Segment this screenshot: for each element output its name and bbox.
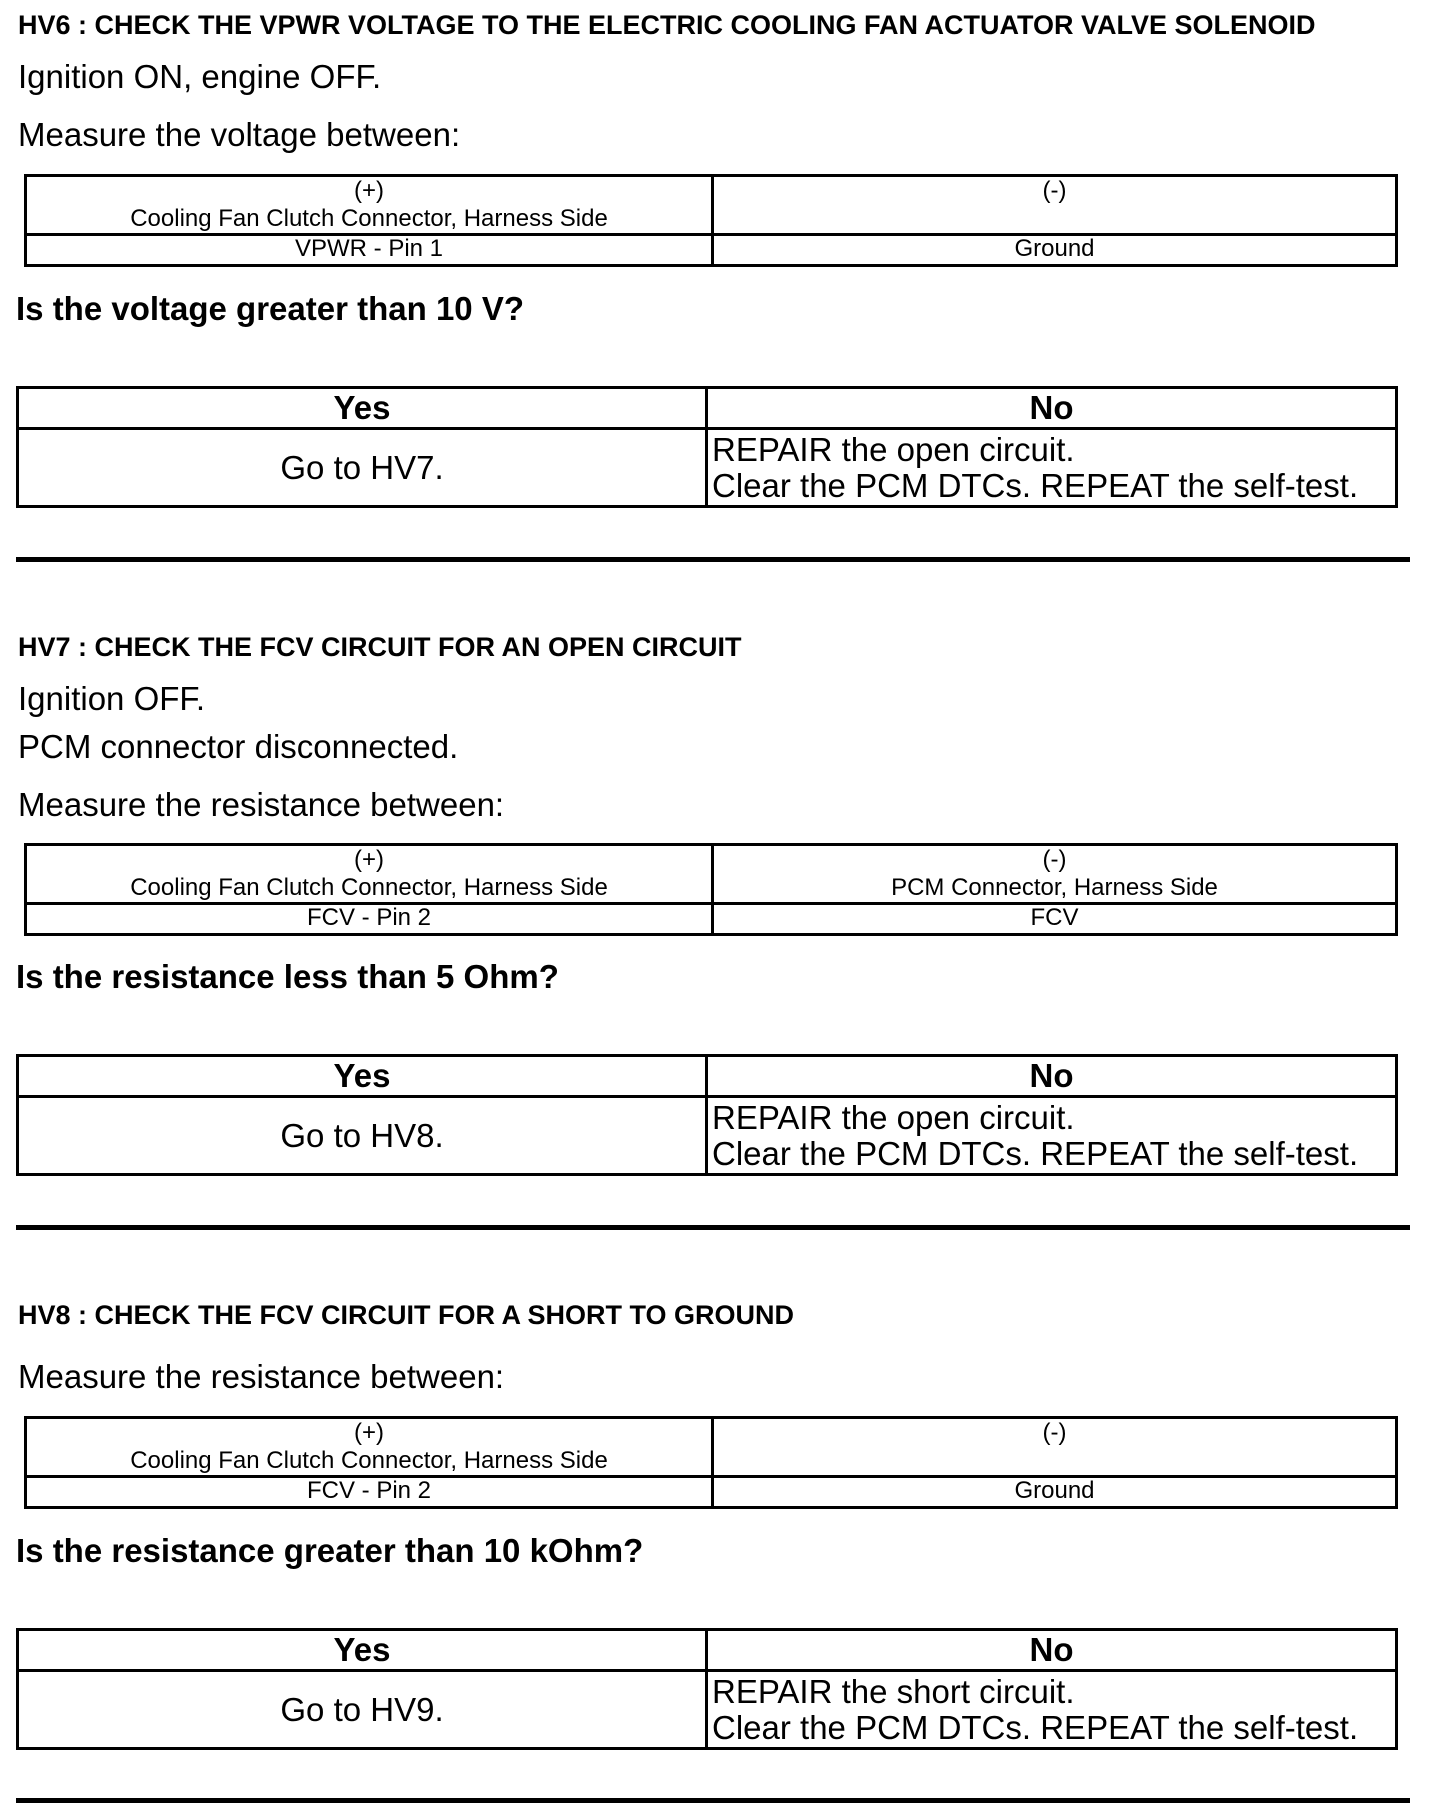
hv8-no-action-line-1: REPAIR the short circuit. <box>712 1672 1075 1710</box>
hv8-no-header: No <box>707 1630 1397 1671</box>
hv8-negative-pin: Ground <box>713 1477 1397 1508</box>
hv7-result-table <box>16 1054 1398 1176</box>
negative-terminal-label: (-) <box>1042 1419 1067 1446</box>
hv8-result-table <box>16 1628 1398 1750</box>
hv6-no-action-line-1: REPAIR the open circuit. <box>712 430 1075 468</box>
hv8-positive-pin: FCV - Pin 2 <box>26 1477 713 1508</box>
negative-terminal-label: (-) <box>1042 846 1067 873</box>
hv6-instruction-2: Measure the voltage between: <box>18 116 461 153</box>
section-divider <box>16 1798 1410 1803</box>
hv6-yes-action: Go to HV7. <box>18 429 707 507</box>
hv7-yes-action: Go to HV8. <box>18 1097 707 1175</box>
negative-connector-label: PCM Connector, Harness Side <box>891 874 1218 901</box>
hv6-no-action <box>707 429 1397 507</box>
hv8-yes-action: Go to HV9. <box>18 1671 707 1749</box>
hv8-title: HV8 : CHECK THE FCV CIRCUIT FOR A SHORT TO GROUND <box>18 1300 795 1330</box>
hv8-instruction-1: Measure the resistance between: <box>18 1358 505 1395</box>
hv7-no-action-line-2: Clear the PCM DTCs. REPEAT the self-test. <box>712 1134 1359 1172</box>
hv7-instruction-3: Measure the resistance between: <box>18 786 505 823</box>
hv7-no-action-line-1: REPAIR the open circuit. <box>712 1098 1075 1136</box>
hv6-instruction-1: Ignition ON, engine OFF. <box>18 58 382 95</box>
hv7-no-header: No <box>707 1056 1397 1097</box>
positive-terminal-label: (+) <box>354 846 384 873</box>
hv7-negative-pin: FCV <box>713 904 1397 935</box>
hv8-negative-header-cell <box>713 1418 1397 1477</box>
hv7-instruction-1: Ignition OFF. <box>18 680 206 717</box>
positive-connector-label: Cooling Fan Clutch Connector, Harness Side <box>130 1447 608 1474</box>
positive-terminal-label: (+) <box>354 177 384 204</box>
hv6-no-header: No <box>707 388 1397 429</box>
hv7-negative-header-cell <box>713 845 1397 904</box>
hv6-yes-header: Yes <box>18 388 707 429</box>
section-divider <box>16 557 1410 562</box>
section-divider <box>16 1225 1410 1230</box>
hv6-negative-header-cell <box>713 176 1397 235</box>
hv7-positive-header-cell <box>26 845 713 904</box>
hv7-title: HV7 : CHECK THE FCV CIRCUIT FOR AN OPEN CIRCUIT <box>18 632 742 662</box>
positive-connector-label: Cooling Fan Clutch Connector, Harness Side <box>130 874 608 901</box>
hv8-measurement-table <box>24 1416 1398 1509</box>
hv6-result-table <box>16 386 1398 508</box>
negative-terminal-label: (-) <box>1042 177 1067 204</box>
hv7-positive-pin: FCV - Pin 2 <box>26 904 713 935</box>
hv7-no-action <box>707 1097 1397 1175</box>
hv6-title: HV6 : CHECK THE VPWR VOLTAGE TO THE ELECTRIC COOLING FAN ACTUATOR VALVE SOLENOID <box>18 10 1316 40</box>
hv6-negative-pin: Ground <box>713 235 1397 266</box>
hv8-positive-header-cell <box>26 1418 713 1477</box>
hv7-yes-header: Yes <box>18 1056 707 1097</box>
hv7-measurement-table <box>24 843 1398 936</box>
hv8-yes-header: Yes <box>18 1630 707 1671</box>
hv8-question: Is the resistance greater than 10 kOhm? <box>16 1532 644 1569</box>
hv8-no-action-line-2: Clear the PCM DTCs. REPEAT the self-test. <box>712 1708 1359 1746</box>
hv8-no-action <box>707 1671 1397 1749</box>
positive-connector-label: Cooling Fan Clutch Connector, Harness Side <box>130 205 608 232</box>
hv6-question: Is the voltage greater than 10 V? <box>16 290 524 327</box>
hv6-no-action-line-2: Clear the PCM DTCs. REPEAT the self-test. <box>712 466 1359 504</box>
positive-terminal-label: (+) <box>354 1419 384 1446</box>
hv7-question: Is the resistance less than 5 Ohm? <box>16 958 559 995</box>
hv6-measurement-table <box>24 174 1398 267</box>
hv7-instruction-2: PCM connector disconnected. <box>18 728 459 765</box>
hv6-positive-header-cell <box>26 176 713 235</box>
hv6-positive-pin: VPWR - Pin 1 <box>26 235 713 266</box>
